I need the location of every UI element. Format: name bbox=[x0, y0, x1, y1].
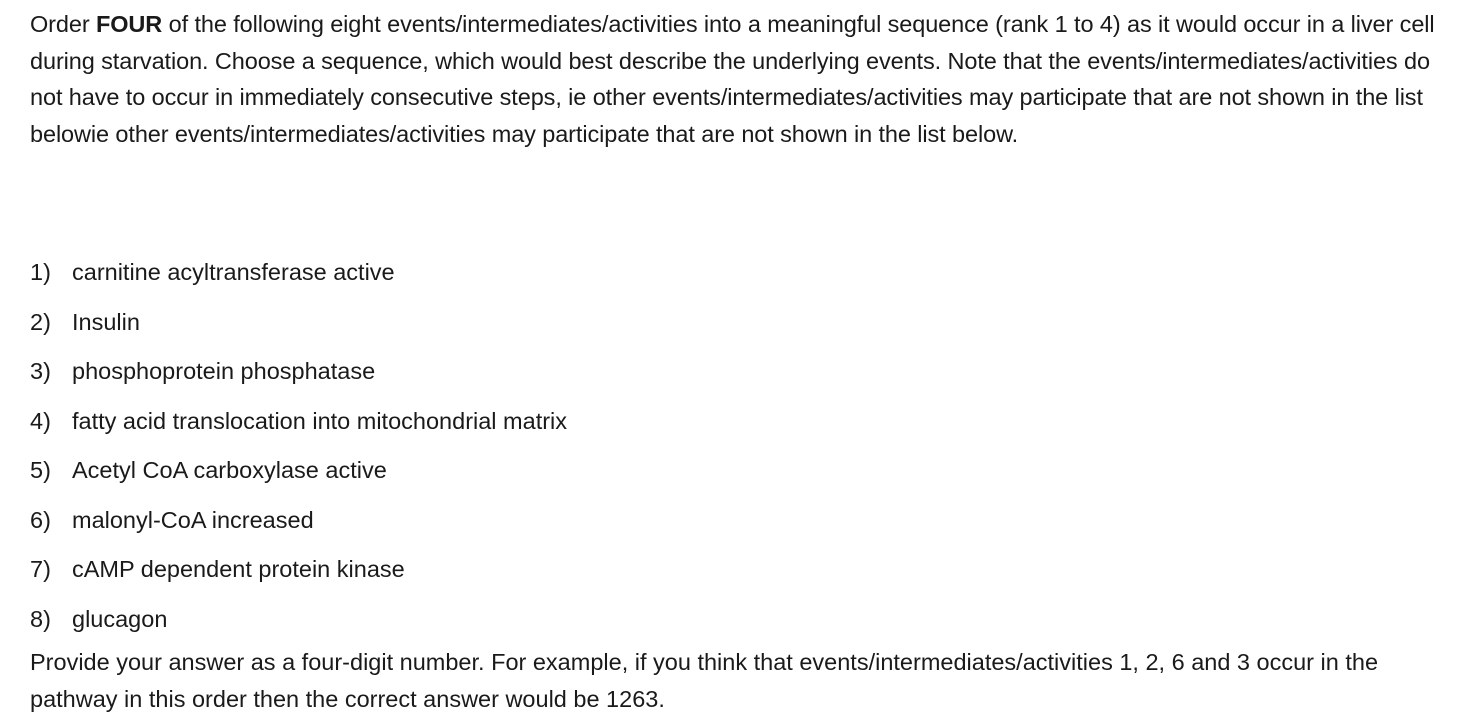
list-item bbox=[30, 545, 567, 595]
option-number: 8) bbox=[30, 605, 51, 632]
question-document bbox=[30, 0, 1460, 712]
list-item bbox=[30, 298, 567, 348]
option-label: malonyl-CoA increased bbox=[72, 506, 314, 533]
option-number: 5) bbox=[30, 457, 51, 484]
question-body: of the following eight events/intermediates/activities into a meaningful sequence (rank 1 to 4) as it would occur in a liver cell during starvation. Choose a sequence, which would best describe the underlying events. Note that the events/intermediates/activities do not have to occur in immediately consecutive steps, ie other events/intermediates/activities may participate that are not shown in the list belowie other events/intermediates/activities may participate that are not shown in the list below. bbox=[30, 11, 1435, 147]
option-label: Insulin bbox=[72, 308, 140, 335]
option-number: 3) bbox=[30, 358, 51, 385]
option-number: 1) bbox=[30, 259, 51, 286]
option-label: cAMP dependent protein kinase bbox=[72, 556, 405, 583]
list-item bbox=[30, 347, 567, 397]
list-item bbox=[30, 496, 567, 546]
option-label: phosphoprotein phosphatase bbox=[72, 358, 376, 385]
question-text bbox=[30, 0, 1460, 152]
question-prefix: Order bbox=[30, 11, 96, 37]
question-emphasis: FOUR bbox=[96, 11, 163, 37]
option-label: fatty acid translocation into mitochondrial matrix bbox=[72, 407, 568, 434]
list-item bbox=[30, 397, 567, 447]
option-number: 6) bbox=[30, 506, 51, 533]
option-number: 4) bbox=[30, 407, 51, 434]
option-label: carnitine acyltransferase active bbox=[72, 259, 395, 286]
option-label: glucagon bbox=[72, 605, 168, 632]
options-list bbox=[30, 248, 567, 644]
list-item bbox=[30, 446, 567, 496]
option-label: Acetyl CoA carboxylase active bbox=[72, 457, 387, 484]
list-item bbox=[30, 248, 567, 298]
answer-instructions: Provide your answer as a four-digit number. For example, if you think that events/intermediates/activities 1, 2, 6 and 3 occur in the pathway in this order then the correct answer would be 1263. bbox=[30, 649, 1379, 712]
option-number: 2) bbox=[30, 308, 51, 335]
list-item bbox=[30, 595, 567, 645]
option-number: 7) bbox=[30, 556, 51, 583]
